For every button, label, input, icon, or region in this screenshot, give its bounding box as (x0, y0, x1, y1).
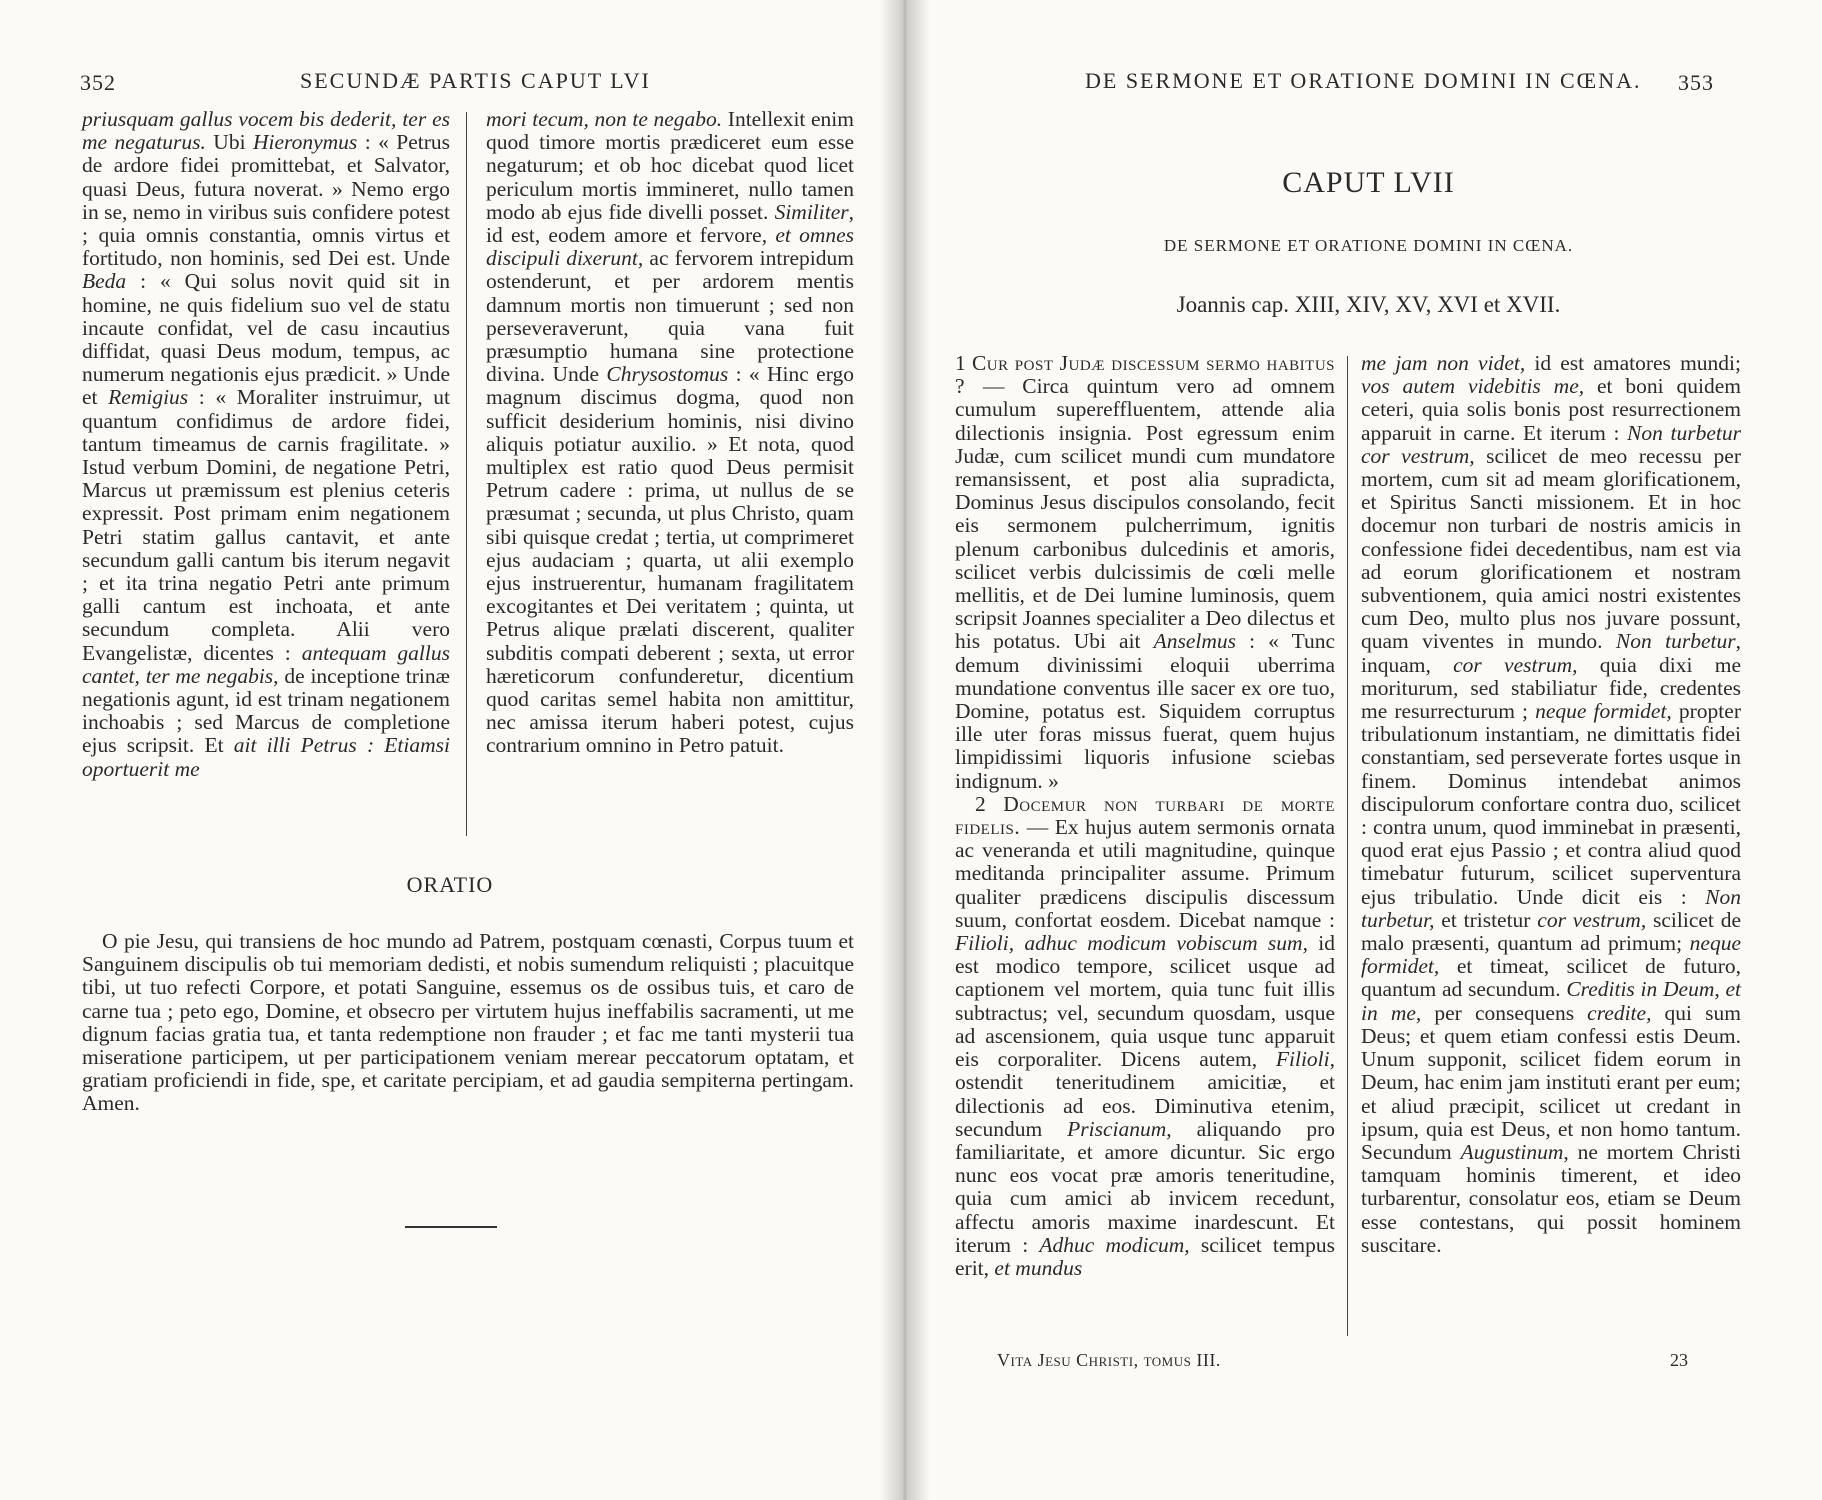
italic-span: Priscianum (1067, 1116, 1167, 1141)
text-span: Intellexit enim quod timore mortis prædiceret eum esse negaturum; et ob hoc dicebat quod licet periculum mortis immineret, nullo tamen modo ab ejus fide divelli posset. (486, 107, 854, 224)
oratio-heading: ORATIO (406, 872, 494, 897)
italic-span: ait illi Petrus : Etiamsi oportuerit me (82, 733, 450, 781)
text-span: : « Tunc demum divinissimi eloquii uberrima mundatione conventus ille sacer ex ore tuo, Domine, potatus est. Siquidem corruptus ille uter foras missus fuerat, quem hujus limpidissimi liquoris infusione sciebas indignum. » (955, 629, 1336, 793)
text-span: quia dixi me moriturum, sed stabiliatur fide, credentes me resurrecturum ; (1361, 652, 1741, 724)
text-span: de inceptione trinæ negationis agunt, id est trinam negationem inchoabis ; sed Marcus de completione ejus scripsit. Et (82, 663, 450, 758)
section-1 (955, 352, 1335, 793)
text-span: : « Hinc ergo magnum discimus dogma, quod non sufficit desiderium hominis, nisi divino aliquis potiatur auxilio. » Et nota, quod multiplex est ratio quod Deus permisit Petrum cadere : prima, ut nullus de se præsumat ; secunda, ut plus Christo, quam sibi quisque credat ; tertia, ut comprimeret ejus audaciam ; quarta, ut alii exemplo ejus instruerentur, humanam fragilitatem excogitantes et Dei veritatem ; quinta, ut Petrus alique prælati discerent, qualiter subditis compati deberent ; sexta, ut error hæreticorum confunderetur, dicentium quod caritas semel habita non amittitur, nec amissa iterum haberi potest, cujus contrarium omnino in Petro patuit. (486, 362, 854, 758)
italic-span: vos autem videbitis me, (1361, 374, 1585, 399)
text-span: et tristetur (1434, 907, 1538, 932)
italic-span: Non turbetur (1615, 629, 1736, 654)
italic-span: me jam non videt, (1361, 351, 1526, 375)
italic-span: Adhuc modicum, (1039, 1232, 1190, 1257)
text-span: et timeat, scilicet de futuro, quantum ad secundum. (1361, 954, 1741, 1002)
right-column-1 (955, 352, 1335, 1280)
italic-span: Non turbetur, (1361, 884, 1741, 932)
text-span: : « Qui solus novit quid sit in homine, ne quis fidelium suo vel de statu incaute confidat, vel de casu incautius diffidat, quasi Deus modum, tempus, ac numerum negationis ejus prædicit. » Unde et (82, 269, 450, 410)
text-span: : « Moraliter instruimur, ut quantum confidimus de ardore fidei, tantum timeamus de carnis fragilitate. » Istud verbum Domini, de negatione Petri, Marcus ut præmissum est plenius ceteris expressit. Post primam enim negationem Petri statim gallus cantavit, et ante secundum galli cantum bis iterum negavit ; et ita trina negatio Petri ante primum galli cantum est inchoata, et ante secundum completa. Alii vero Evangelistæ, dicentes : (82, 385, 450, 665)
closing-rule (405, 1226, 497, 1228)
left-column-2 (486, 108, 854, 758)
italic-span: Beda (82, 269, 127, 294)
running-head-right: DE SERMONE ET ORATIONE DOMINI IN CŒNA. (1085, 68, 1642, 93)
chapter-title: CAPUT LVII (1282, 166, 1455, 199)
italic-span: cor vestrum, (1537, 907, 1647, 932)
text-span: et boni quidem ceteri, quia solis bonis post resurrectionem apparuit in carne. Et iterum : (1361, 374, 1742, 445)
italic-span: Hieronymus (252, 130, 358, 155)
left-page (0, 0, 900, 1500)
text-span: qui sum Deus; et quem etiam confessi estis Deum. Unum supponit, scilicet fidem eorum in Deum, hac enim jam instituti erant per eum; et aliud præcipit, scilicet ut credant in ipsum, quia est Deus, et non homo tantum. Secundum (1361, 1000, 1741, 1164)
italic-span: et omnes discipuli dixerunt, (486, 223, 855, 271)
running-head-left: SECUNDÆ PARTIS CAPUT LVI (300, 68, 651, 93)
italic-span: Non turbetur cor vestrum, (1361, 420, 1741, 468)
text-span: scilicet de malo præsenti, quantum ad primum; (1361, 907, 1741, 956)
text-span: , id est, eodem amore et fervore, (486, 199, 854, 248)
italic-span: Filioli, adhuc modicum vobiscum sum, (955, 931, 1308, 956)
chapter-subtitle: DE SERMONE ET ORATIONE DOMINI IN CŒNA. (1163, 236, 1574, 255)
italic-span: ter es me negaturus. (82, 107, 451, 155)
text-span: — Circa quintum vero ad omnem cumulum supereffluentem, attende alia dilectionis insignia. Post egressum enim Judæ, cum scilicet mundi cum mundatore remansissent, et post alia supradicta, Dominus Jesus discipulos consolando, fecit eis sermonem pulcherrimum, ignitis plenum carbonibus dulcedinis et amoris, scilicet verbis dulcissimis de cœli melle mellitis, et de Dei lumine luminosis, quem scripsit Joannes specialiter a Deo dilectus et his potatus. Ubi ait (955, 374, 1335, 654)
italic-span: et mundus (994, 1255, 1083, 1280)
page-number-left: 352 (80, 70, 116, 95)
left-column-1 (82, 108, 450, 781)
page-number-right: 353 (1678, 70, 1714, 95)
text-span: Ubi (205, 130, 253, 155)
text-span: — Ex hujus autem sermonis ornata ac veneranda et utili magnitudine, quinque meditanda principaliter assume. Primum qualiter prædicens discipulis discessum suum, confortat eosdem. Dicebat namque : (955, 815, 1335, 932)
paragraph (1361, 352, 1741, 1257)
italic-span: neque formidet, (1535, 699, 1672, 724)
italic-span: Chrysostomus (606, 362, 729, 387)
italic-span: Creditis in Deum, et in me, (1361, 977, 1741, 1025)
text-span: scilicet de meo recessu per mortem, cum sit ad meam glorificationem, et Spiritus Sancti missionem. Et in hoc docemur non turbari de nostris amicis in confessione fidei decedentibus, nam est via ad eorum glorificationem et nostram subventionem, quia amici nostri existentes cum Deo, multo plus nos juvare possunt, quam viventes in mundo. (1361, 443, 1742, 654)
text-span: per consequens (1421, 1000, 1588, 1025)
italic-span: priusquam gallus vocem bis dederit, (82, 107, 397, 131)
chapter-source: Joannis cap. XIII, XIV, XV, XVI et XVII. (1176, 292, 1561, 317)
section-number: 1 (955, 351, 966, 375)
footer-sheet-number: 23 (1670, 1350, 1688, 1370)
italic-span: credite, (1587, 1000, 1652, 1025)
section-2 (955, 793, 1335, 1280)
text-span: , ne mortem Christi tamquam hominis timerent, et ideo turbarentur, consolatur eos, etiam se Deum esse contestans, qui possit hominem suscitare. (1361, 1139, 1741, 1257)
text-span: ac fervorem intrepidum ostenderunt, et per ardorem mentis damnum mortis non timuerunt ; sed non perseveraverunt, quia vana fuit præsumptio humana sine protectione divina. Unde (486, 246, 854, 387)
column-divider-left (466, 112, 467, 836)
italic-span: Filioli (1275, 1047, 1330, 1072)
italic-span: Remigius (108, 385, 189, 410)
section-heading: Docemur non turbari de morte fidelis. (955, 791, 1335, 840)
italic-span: Similiter (774, 199, 849, 224)
column-divider-right (1347, 356, 1348, 1336)
section-heading: Cur post Judæ discessum sermo habitus ? (955, 351, 1335, 399)
text-span: id est amatores mundi; (1525, 351, 1741, 375)
italic-span: Augustinum (1460, 1139, 1564, 1164)
text-span: : (357, 130, 371, 155)
text-span: , inquam, (1361, 629, 1741, 677)
italic-span: antequam gallus cantet, ter me negabis, (82, 640, 450, 688)
footer-signature: Vita Jesu Christi, tomus III. (997, 1350, 1221, 1370)
right-page (915, 0, 1822, 1500)
italic-span: cor vestrum, (1453, 652, 1578, 677)
section-number: 2 (975, 791, 986, 816)
paragraph (82, 108, 450, 781)
italic-span: mori tecum, non te negabo. (486, 107, 723, 131)
text-span: , ostendit teneritudinem amicitiæ, et dilectionis ad eos. Diminutiva etenim, secundum (955, 1047, 1335, 1141)
paragraph (486, 108, 854, 758)
text-span: propter tribulationum instantiam, ne dimittatis fidei constantiam, sed perseverate fortes usque in finem. Dominus intendebat animos discipulorum confortare contra duo, scilicet : contra unum, quod imminebat in præsenti, quod erat ejus Passio ; et contra aliud quod timebatur futurum, scilicet superventura ejus tribulatio. Unde dicit eis : (1361, 699, 1741, 909)
right-column-2 (1361, 352, 1741, 1257)
italic-span: neque formidet, (1361, 931, 1741, 979)
italic-span: Anselmus (1153, 629, 1237, 654)
oratio-text: O pie Jesu, qui transiens de hoc mundo ad Patrem, postquam cœnasti, Corpus tuum et Sanguinem discipulis ob tui memoriam dedisti, et nobis sumendum reliquisti ; placuitque tibi, ut tuo refecti Corpore, et potati Sanguine, essemus os de ossibus tuis, et caro de carne tua ; peto ego, Domine, et obsecro per virtutem hujus ineffabilis sacramenti, ut me dignum facias gratia tua, et tanta redemptione non frauder ; et fac me tanti mysterii tua miseratione participem, ut per participationem veniam merear peccatorum optatam, et gratiam proficiendi in fide, spe, et caritate percipiam, et ad gaudia sempiterna pertingam. Amen. (82, 929, 854, 1116)
text-span: « Petrus de ardore fidei promittebat, et Salvator, quasi Deus, futura noverat. » Nemo ergo in se, nemo in viribus suis confidere potest ; quia omnis constantia, omnis virtus et fortitudo, non hominis, sed Dei est. Unde (82, 130, 451, 271)
text-span: , aliquando pro familiaritate, et amore dicuntur. Sic ergo nunc eos vocat præ amoris teneritudine, quia cum amici ab invicem recedunt, affectu amoris maxime inardescunt. Et iterum : (955, 1116, 1335, 1257)
text-span: id est modico tempore, scilicet usque ad captionem vel mortem, quia tunc fuit illis subtractus; vel, secundum quosdam, usque ad ascensionem, quia usque tunc apparuit eis corporaliter. Dicens autem, (955, 931, 1335, 1072)
text-span: scilicet tempus erit, (955, 1232, 1335, 1280)
